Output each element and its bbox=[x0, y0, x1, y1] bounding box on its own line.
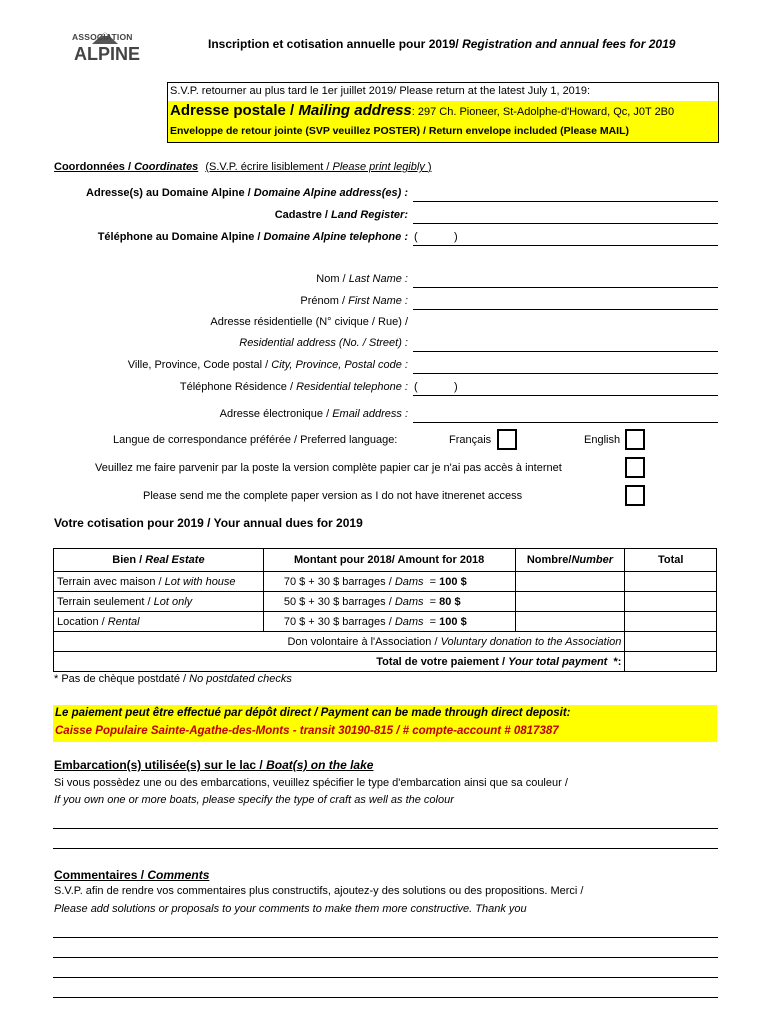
legibility-note-en: Please print legibly bbox=[332, 161, 425, 173]
domain-phone-field[interactable] bbox=[413, 245, 718, 246]
donation-row bbox=[54, 632, 717, 652]
donation-label bbox=[54, 632, 625, 652]
email-label bbox=[220, 408, 408, 420]
row-amount-eq: = bbox=[423, 575, 440, 588]
first-name-field[interactable] bbox=[413, 309, 718, 310]
row-amount-text: 70 $ + 30 $ barrages / bbox=[283, 615, 395, 628]
cadastre-field[interactable] bbox=[413, 223, 718, 224]
col-number bbox=[515, 549, 625, 572]
total-label bbox=[54, 652, 625, 672]
row-amount-total: 100 $ bbox=[439, 575, 467, 588]
table-row bbox=[54, 592, 717, 612]
col-number-fr: Nombre/ bbox=[526, 554, 572, 566]
language-english-checkbox[interactable] bbox=[625, 429, 645, 450]
payment-account-line: Caisse Populaire Sainte-Agathe-des-Monts - transit 30190-815 / # compte-account # 0817387 bbox=[55, 725, 559, 737]
last-name-label-fr: Nom / bbox=[316, 273, 349, 285]
email-label-fr: Adresse électronique / bbox=[219, 408, 333, 420]
last-name-label-en: Last Name : bbox=[348, 273, 408, 285]
boats-heading-fr: Embarcation(s) utilisée(s) sur le lac / bbox=[54, 758, 267, 772]
city-label-fr: Ville, Province, Code postal / bbox=[127, 359, 272, 371]
payment-info-band bbox=[53, 705, 717, 742]
row-amount-total: 100 $ bbox=[439, 615, 467, 628]
mailing-address-value: : 297 Ch. Pioneer, St-Adolphe-d'Howard, Qc, J0T 2B0 bbox=[411, 106, 675, 118]
row-total-input[interactable] bbox=[625, 592, 717, 612]
mailing-label-fr: Adresse postale / bbox=[170, 102, 299, 119]
mailing-address-line bbox=[170, 102, 674, 119]
row-amount-text: 50 $ + 30 $ barrages / bbox=[283, 595, 395, 608]
legibility-note-fr: (S.V.P. écrire lisiblement / bbox=[205, 161, 333, 173]
row-estate bbox=[54, 572, 264, 592]
domain-address-label-en: Domaine Alpine address(es) : bbox=[253, 187, 408, 199]
domain-address-label bbox=[86, 187, 408, 199]
language-french-checkbox[interactable] bbox=[497, 429, 517, 450]
row-number-input[interactable] bbox=[515, 612, 625, 632]
paper-version-checkbox-fr[interactable] bbox=[625, 457, 645, 478]
row-estate bbox=[54, 612, 264, 632]
residential-address-field[interactable] bbox=[413, 351, 718, 352]
language-french-label: Français bbox=[449, 434, 492, 446]
residential-address-label-en: Residential address (No. / Street) : bbox=[239, 337, 408, 349]
comments-field-line-3[interactable] bbox=[53, 977, 718, 978]
domain-phone-area-open: ( bbox=[414, 231, 418, 243]
row-number-input[interactable] bbox=[515, 572, 625, 592]
row-amount-dams: Dams bbox=[394, 595, 424, 608]
row-amount-eq: = bbox=[423, 615, 440, 628]
donation-input[interactable] bbox=[625, 632, 717, 652]
logo-text-association: ASSOCIATION bbox=[72, 32, 133, 42]
domain-phone-label-fr: Téléphone au Domaine Alpine / bbox=[97, 231, 264, 243]
home-phone-area-open: ( bbox=[414, 381, 418, 393]
cadastre-label-fr: Cadastre / bbox=[274, 209, 331, 221]
first-name-label bbox=[300, 295, 408, 307]
col-number-en: Number bbox=[571, 554, 614, 566]
col-total: Total bbox=[625, 549, 717, 572]
coordinates-heading-en: Coordinates bbox=[134, 161, 199, 173]
comments-instruction-en: Please add solutions or proposals to your comments to make them more constructive. Thank you bbox=[54, 903, 527, 915]
coordinates-heading-fr: Coordonnées / bbox=[54, 161, 135, 173]
row-estate-fr: Terrain seulement / bbox=[57, 595, 154, 608]
logo-text-alpine: ALPINE bbox=[74, 44, 141, 64]
city-label-en: City, Province, Postal code : bbox=[271, 359, 408, 371]
postdated-footnote bbox=[54, 673, 292, 685]
row-estate-en: Lot with house bbox=[164, 575, 236, 588]
home-phone-field[interactable] bbox=[413, 395, 718, 396]
email-label-en: Email address : bbox=[332, 408, 408, 420]
row-number-input[interactable] bbox=[515, 592, 625, 612]
total-label-star: *: bbox=[607, 655, 622, 668]
table-row bbox=[54, 612, 717, 632]
return-envelope-note: Enveloppe de retour jointe (SVP veuillez POSTER) / Return envelope included (Please MAIL) bbox=[170, 125, 629, 137]
row-amount-dams: Dams bbox=[394, 615, 424, 628]
row-amount-text: 70 $ + 30 $ barrages / bbox=[283, 575, 395, 588]
total-label-en: Your total payment bbox=[508, 655, 608, 668]
page-title-fr: Inscription et cotisation annuelle pour 2019/ bbox=[208, 37, 463, 51]
residential-address-label-fr: Adresse résidentielle (N° civique / Rue) / bbox=[210, 316, 408, 328]
page-title bbox=[208, 37, 675, 51]
col-real-estate-en: Real Estate bbox=[145, 554, 205, 566]
postdated-footnote-fr: * Pas de chèque postdaté / bbox=[54, 673, 190, 685]
boats-instruction-en: If you own one or more boats, please specify the type of craft as well as the colour bbox=[54, 794, 454, 806]
cadastre-label bbox=[275, 209, 408, 221]
payment-method-line: Le paiement peut être effectué par dépôt direct / Payment can be made through direct deposit: bbox=[55, 707, 571, 719]
first-name-label-en: First Name : bbox=[348, 295, 408, 307]
return-instructions-box bbox=[167, 82, 719, 143]
email-field[interactable] bbox=[413, 422, 718, 423]
domain-phone-label-en: Domaine Alpine telephone : bbox=[263, 231, 408, 243]
city-label bbox=[128, 359, 408, 371]
comments-heading-fr: Commentaires / bbox=[54, 868, 148, 882]
row-estate-en: Rental bbox=[107, 615, 140, 628]
row-amount-eq: = bbox=[423, 595, 440, 608]
total-input[interactable] bbox=[625, 652, 717, 672]
comments-field-line-2[interactable] bbox=[53, 957, 718, 958]
col-real-estate bbox=[54, 549, 264, 572]
paper-version-text-fr: Veuillez me faire parvenir par la poste la version complète papier car je n'ai pas accès à internet bbox=[95, 462, 562, 474]
dues-table bbox=[53, 548, 717, 672]
dues-table-header bbox=[54, 549, 717, 572]
domain-phone-label bbox=[98, 231, 408, 243]
row-estate-en: Lot only bbox=[153, 595, 193, 608]
comments-field-line-1[interactable] bbox=[53, 937, 718, 938]
return-deadline: S.V.P. retourner au plus tard le 1er juillet 2019/ Please return at the latest July 1, 2019: bbox=[170, 85, 591, 97]
col-real-estate-fr: Bien / bbox=[112, 554, 146, 566]
language-label: Langue de correspondance préférée / Preferred language: bbox=[113, 434, 398, 446]
boats-instruction-fr: Si vous possèdez une ou des embarcations, veuillez spécifier le type d'embarcation ainsi que sa couleur / bbox=[54, 777, 568, 789]
home-phone-label-en: Residential telephone : bbox=[296, 381, 408, 393]
boats-heading bbox=[54, 758, 373, 772]
row-amount bbox=[263, 612, 515, 632]
home-phone-area-close: ) bbox=[454, 381, 458, 393]
first-name-label-fr: Prénom / bbox=[300, 295, 349, 307]
boats-field-line-1[interactable] bbox=[53, 828, 718, 829]
row-estate bbox=[54, 592, 264, 612]
row-amount bbox=[263, 592, 515, 612]
boats-heading-en: Boat(s) on the lake bbox=[266, 758, 374, 772]
page-title-en: Registration and annual fees for 2019 bbox=[462, 37, 676, 51]
domain-address-label-fr: Adresse(s) au Domaine Alpine / bbox=[86, 187, 254, 199]
comments-field-line-4[interactable] bbox=[53, 997, 718, 998]
row-amount-dams: Dams bbox=[394, 575, 424, 588]
total-row bbox=[54, 652, 717, 672]
mailing-address-band bbox=[168, 101, 718, 142]
city-field[interactable] bbox=[413, 373, 718, 374]
mailing-label-en: Mailing address bbox=[298, 102, 412, 119]
coordinates-heading bbox=[54, 161, 432, 173]
row-amount bbox=[263, 572, 515, 592]
domain-phone-area-close: ) bbox=[454, 231, 458, 243]
row-total-input[interactable] bbox=[625, 572, 717, 592]
comments-heading-en: Comments bbox=[147, 868, 210, 882]
last-name-label bbox=[316, 273, 408, 285]
paper-version-text-en: Please send me the complete paper version as I do not have itnerenet access bbox=[143, 490, 523, 502]
postdated-footnote-en: No postdated checks bbox=[189, 673, 292, 685]
legibility-note bbox=[205, 161, 431, 173]
last-name-field[interactable] bbox=[413, 287, 718, 288]
row-amount-total: 80 $ bbox=[439, 595, 461, 608]
col-amount: Montant pour 2018/ Amount for 2018 bbox=[263, 549, 515, 572]
row-estate-fr: Location / bbox=[57, 615, 108, 628]
total-label-fr: Total de votre paiement / bbox=[376, 655, 509, 668]
row-total-input[interactable] bbox=[625, 612, 717, 632]
comments-heading bbox=[54, 868, 209, 882]
comments-instruction-fr: S.V.P. afin de rendre vos commentaires plus constructifs, ajoutez-y des solutions ou des propositions. Merci / bbox=[54, 885, 584, 897]
donation-label-en: Voluntary donation to the Association bbox=[440, 635, 622, 648]
donation-label-fr: Don volontaire à l'Association / bbox=[287, 635, 441, 648]
home-phone-label bbox=[180, 381, 408, 393]
legibility-note-end: ) bbox=[427, 161, 432, 173]
row-estate-fr: Terrain avec maison / bbox=[57, 575, 165, 588]
table-row bbox=[54, 572, 717, 592]
paper-version-checkbox-en[interactable] bbox=[625, 485, 645, 506]
boats-field-line-2[interactable] bbox=[53, 848, 718, 849]
home-phone-label-fr: Téléphone Résidence / bbox=[179, 381, 297, 393]
cadastre-label-en: Land Register: bbox=[330, 209, 408, 221]
association-alpine-logo bbox=[70, 28, 140, 72]
domain-address-field[interactable] bbox=[413, 201, 718, 202]
language-english-label: English bbox=[584, 434, 621, 446]
dues-heading: Votre cotisation pour 2019 / Your annual dues for 2019 bbox=[54, 516, 363, 530]
